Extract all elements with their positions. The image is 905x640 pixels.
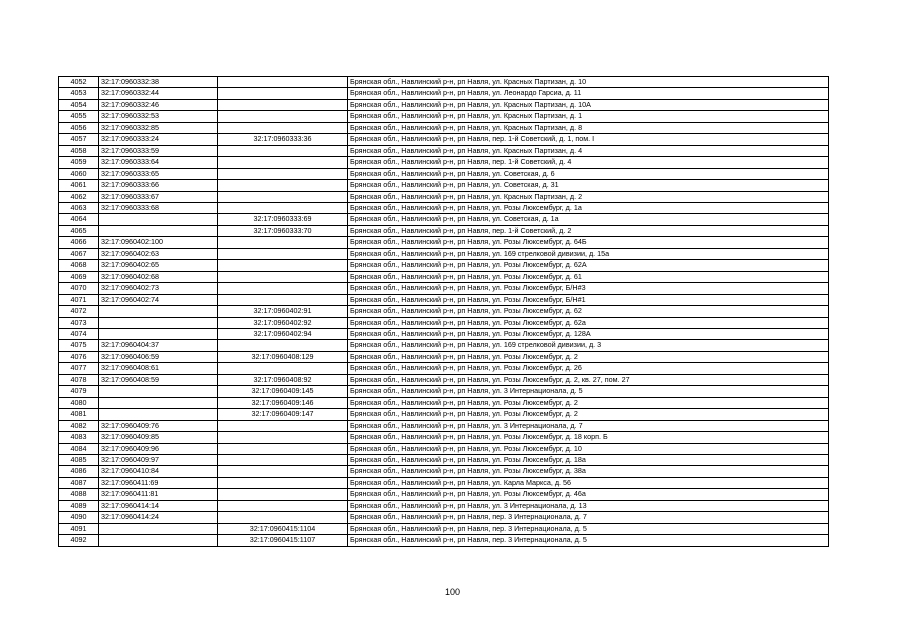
row-number-cell: 4057: [59, 134, 99, 145]
address-cell: Брянская обл., Навлинский р-н, рп Навля, пер. 1-й Советский, д. 4: [348, 157, 829, 168]
registry-table-body: [59, 77, 829, 547]
cadastral-number-cell: 32:17:0960332:53: [99, 111, 218, 122]
table-row: [59, 145, 829, 156]
row-number-cell: 4056: [59, 122, 99, 133]
cadastral-number-cell: 32:17:0960402:65: [99, 260, 218, 271]
cadastral-number-cell: 32:17:0960333:24: [99, 134, 218, 145]
cadastral-number-cell: [99, 397, 218, 408]
cadastral-number-cell: 32:17:0960414:24: [99, 512, 218, 523]
address-cell: Брянская обл., Навлинский р-н, рп Навля, ул. Розы Люксембург, д. 2: [348, 397, 829, 408]
linked-cadastral-number-cell: [218, 145, 348, 156]
cadastral-number-cell: [99, 523, 218, 534]
linked-cadastral-number-cell: [218, 477, 348, 488]
linked-cadastral-number-cell: [218, 168, 348, 179]
row-number-cell: 4064: [59, 214, 99, 225]
cadastral-number-cell: 32:17:0960332:38: [99, 77, 218, 88]
cadastral-number-cell: [99, 328, 218, 339]
table-row: [59, 443, 829, 454]
address-cell: Брянская обл., Навлинский р-н, рп Навля, ул. 169 стрелковой дивизии, д. 3: [348, 340, 829, 351]
linked-cadastral-number-cell: [218, 489, 348, 500]
address-cell: Брянская обл., Навлинский р-н, рп Навля, пер. 3 Интернационала, д. 5: [348, 523, 829, 534]
table-row: [59, 512, 829, 523]
address-cell: Брянская обл., Навлинский р-н, рп Навля, ул. Розы Люксембург, д. 18 корп. Б: [348, 432, 829, 443]
linked-cadastral-number-cell: [218, 512, 348, 523]
linked-cadastral-number-cell: 32:17:0960402:92: [218, 317, 348, 328]
table-row: [59, 77, 829, 88]
address-cell: Брянская обл., Навлинский р-н, рп Навля, ул. Розы Люксембург, д. 61: [348, 271, 829, 282]
address-cell: Брянская обл., Навлинский р-н, рп Навля, пер. 3 Интернационала, д. 7: [348, 512, 829, 523]
cadastral-number-cell: [99, 214, 218, 225]
cadastral-number-cell: 32:17:0960409:85: [99, 432, 218, 443]
cadastral-number-cell: 32:17:0960406:59: [99, 351, 218, 362]
linked-cadastral-number-cell: [218, 88, 348, 99]
row-number-cell: 4090: [59, 512, 99, 523]
linked-cadastral-number-cell: [218, 420, 348, 431]
row-number-cell: 4079: [59, 386, 99, 397]
linked-cadastral-number-cell: [218, 202, 348, 213]
row-number-cell: 4091: [59, 523, 99, 534]
linked-cadastral-number-cell: [218, 191, 348, 202]
row-number-cell: 4083: [59, 432, 99, 443]
table-row: [59, 328, 829, 339]
linked-cadastral-number-cell: 32:17:0960409:147: [218, 409, 348, 420]
cadastral-number-cell: 32:17:0960409:97: [99, 454, 218, 465]
table-row: [59, 477, 829, 488]
row-number-cell: 4084: [59, 443, 99, 454]
row-number-cell: 4067: [59, 248, 99, 259]
table-row: [59, 88, 829, 99]
address-cell: Брянская обл., Навлинский р-н, рп Навля, ул. Розы Люксембург, д. 62: [348, 306, 829, 317]
row-number-cell: 4086: [59, 466, 99, 477]
linked-cadastral-number-cell: 32:17:0960402:91: [218, 306, 348, 317]
linked-cadastral-number-cell: [218, 111, 348, 122]
address-cell: Брянская обл., Навлинский р-н, рп Навля, пер. 3 Интернационала, д. 5: [348, 535, 829, 546]
table-row: [59, 489, 829, 500]
linked-cadastral-number-cell: [218, 271, 348, 282]
cadastral-number-cell: 32:17:0960333:64: [99, 157, 218, 168]
linked-cadastral-number-cell: [218, 432, 348, 443]
linked-cadastral-number-cell: [218, 340, 348, 351]
address-cell: Брянская обл., Навлинский р-н, рп Навля, ул. Розы Люксембург, д. 64Б: [348, 237, 829, 248]
row-number-cell: 4062: [59, 191, 99, 202]
linked-cadastral-number-cell: 32:17:0960409:146: [218, 397, 348, 408]
cadastral-number-cell: 32:17:0960333:59: [99, 145, 218, 156]
row-number-cell: 4089: [59, 500, 99, 511]
row-number-cell: 4069: [59, 271, 99, 282]
address-cell: Брянская обл., Навлинский р-н, рп Навля, ул. 3 Интернационала, д. 5: [348, 386, 829, 397]
address-cell: Брянская обл., Навлинский р-н, рп Навля, ул. Красных Партизан, д. 4: [348, 145, 829, 156]
table-row: [59, 374, 829, 385]
cadastral-number-cell: 32:17:0960409:76: [99, 420, 218, 431]
linked-cadastral-number-cell: 32:17:0960408:92: [218, 374, 348, 385]
linked-cadastral-number-cell: [218, 99, 348, 110]
linked-cadastral-number-cell: [218, 248, 348, 259]
table-row: [59, 363, 829, 374]
table-row: [59, 248, 829, 259]
row-number-cell: 4076: [59, 351, 99, 362]
table-row: [59, 214, 829, 225]
address-cell: Брянская обл., Навлинский р-н, рп Навля, ул. Советская, д. 1а: [348, 214, 829, 225]
address-cell: Брянская обл., Навлинский р-н, рп Навля, пер. 1-й Советский, д. 1, пом. I: [348, 134, 829, 145]
row-number-cell: 4080: [59, 397, 99, 408]
row-number-cell: 4065: [59, 225, 99, 236]
linked-cadastral-number-cell: [218, 180, 348, 191]
table-row: [59, 180, 829, 191]
cadastral-number-cell: [99, 535, 218, 546]
address-cell: Брянская обл., Навлинский р-н, рп Навля, ул. Розы Люксембург, д. 46а: [348, 489, 829, 500]
address-cell: Брянская обл., Навлинский р-н, рп Навля, ул. Розы Люксембург, д. 18а: [348, 454, 829, 465]
address-cell: Брянская обл., Навлинский р-н, рп Навля, ул. 3 Интернационала, д. 13: [348, 500, 829, 511]
table-row: [59, 168, 829, 179]
table-row: [59, 99, 829, 110]
cadastral-number-cell: 32:17:0960402:74: [99, 294, 218, 305]
address-cell: Брянская обл., Навлинский р-н, рп Навля, ул. Красных Партизан, д. 2: [348, 191, 829, 202]
cadastral-number-cell: 32:17:0960333:65: [99, 168, 218, 179]
cadastral-number-cell: 32:17:0960402:63: [99, 248, 218, 259]
row-number-cell: 4061: [59, 180, 99, 191]
linked-cadastral-number-cell: 32:17:0960333:36: [218, 134, 348, 145]
table-row: [59, 420, 829, 431]
cadastral-number-cell: 32:17:0960402:100: [99, 237, 218, 248]
linked-cadastral-number-cell: 32:17:0960402:94: [218, 328, 348, 339]
cadastral-number-cell: 32:17:0960414:14: [99, 500, 218, 511]
cadastral-number-cell: [99, 225, 218, 236]
address-cell: Брянская обл., Навлинский р-н, рп Навля, ул. Розы Люксембург, д. 1а: [348, 202, 829, 213]
table-row: [59, 283, 829, 294]
cadastral-number-cell: 32:17:0960410:84: [99, 466, 218, 477]
cadastral-number-cell: 32:17:0960332:44: [99, 88, 218, 99]
cadastral-number-cell: 32:17:0960409:96: [99, 443, 218, 454]
table-row: [59, 535, 829, 546]
row-number-cell: 4068: [59, 260, 99, 271]
cadastral-number-cell: 32:17:0960404:37: [99, 340, 218, 351]
address-cell: Брянская обл., Навлинский р-н, рп Навля, ул. Розы Люксембург, д. 38а: [348, 466, 829, 477]
linked-cadastral-number-cell: [218, 363, 348, 374]
row-number-cell: 4052: [59, 77, 99, 88]
row-number-cell: 4066: [59, 237, 99, 248]
row-number-cell: 4059: [59, 157, 99, 168]
row-number-cell: 4058: [59, 145, 99, 156]
cadastral-number-cell: 32:17:0960408:59: [99, 374, 218, 385]
table-row: [59, 432, 829, 443]
table-row: [59, 317, 829, 328]
linked-cadastral-number-cell: [218, 443, 348, 454]
row-number-cell: 4077: [59, 363, 99, 374]
linked-cadastral-number-cell: [218, 157, 348, 168]
row-number-cell: 4088: [59, 489, 99, 500]
address-cell: Брянская обл., Навлинский р-н, рп Навля, ул. 169 стрелковой дивизии, д. 15а: [348, 248, 829, 259]
table-row: [59, 191, 829, 202]
address-cell: Брянская обл., Навлинский р-н, рп Навля, ул. Розы Люксембург, д. 62А: [348, 260, 829, 271]
table-row: [59, 157, 829, 168]
table-row: [59, 523, 829, 534]
table-row: [59, 260, 829, 271]
table-row: [59, 225, 829, 236]
address-cell: Брянская обл., Навлинский р-н, рп Навля, ул. 3 Интернационала, д. 7: [348, 420, 829, 431]
table-row: [59, 237, 829, 248]
cadastral-number-cell: 32:17:0960411:81: [99, 489, 218, 500]
table-row: [59, 134, 829, 145]
address-cell: Брянская обл., Навлинский р-н, рп Навля, ул. Розы Люксембург, д. 62а: [348, 317, 829, 328]
cadastral-number-cell: 32:17:0960332:85: [99, 122, 218, 133]
row-number-cell: 4085: [59, 454, 99, 465]
linked-cadastral-number-cell: [218, 454, 348, 465]
linked-cadastral-number-cell: 32:17:0960333:69: [218, 214, 348, 225]
table-row: [59, 386, 829, 397]
table-row: [59, 340, 829, 351]
cadastral-number-cell: 32:17:0960408:61: [99, 363, 218, 374]
row-number-cell: 4087: [59, 477, 99, 488]
table-row: [59, 122, 829, 133]
row-number-cell: 4081: [59, 409, 99, 420]
table-row: [59, 409, 829, 420]
row-number-cell: 4053: [59, 88, 99, 99]
address-cell: Брянская обл., Навлинский р-н, рп Навля, ул. Розы Люксембург, д. 2: [348, 351, 829, 362]
cadastral-number-cell: 32:17:0960332:46: [99, 99, 218, 110]
linked-cadastral-number-cell: [218, 260, 348, 271]
row-number-cell: 4074: [59, 328, 99, 339]
address-cell: Брянская обл., Навлинский р-н, рп Навля, ул. Розы Люксембург, д. 2: [348, 409, 829, 420]
address-cell: Брянская обл., Навлинский р-н, рп Навля, ул. Красных Партизан, д. 8: [348, 122, 829, 133]
cadastral-number-cell: [99, 306, 218, 317]
address-cell: Брянская обл., Навлинский р-н, рп Навля, ул. Красных Партизан, д. 10А: [348, 99, 829, 110]
linked-cadastral-number-cell: [218, 466, 348, 477]
address-cell: Брянская обл., Навлинский р-н, рп Навля, ул. Розы Люксембург, Б/Н#1: [348, 294, 829, 305]
row-number-cell: 4082: [59, 420, 99, 431]
table-row: [59, 466, 829, 477]
cadastral-number-cell: [99, 317, 218, 328]
address-cell: Брянская обл., Навлинский р-н, рп Навля, ул. Красных Партизан, д. 10: [348, 77, 829, 88]
linked-cadastral-number-cell: [218, 237, 348, 248]
table-row: [59, 271, 829, 282]
row-number-cell: 4054: [59, 99, 99, 110]
cadastral-number-cell: 32:17:0960411:69: [99, 477, 218, 488]
row-number-cell: 4063: [59, 202, 99, 213]
linked-cadastral-number-cell: 32:17:0960409:145: [218, 386, 348, 397]
table-row: [59, 397, 829, 408]
table-row: [59, 306, 829, 317]
address-cell: Брянская обл., Навлинский р-н, рп Навля, ул. Розы Люксембург, д. 10: [348, 443, 829, 454]
linked-cadastral-number-cell: [218, 77, 348, 88]
row-number-cell: 4078: [59, 374, 99, 385]
row-number-cell: 4092: [59, 535, 99, 546]
address-cell: Брянская обл., Навлинский р-н, рп Навля, ул. Красных Партизан, д. 1: [348, 111, 829, 122]
cadastral-number-cell: [99, 409, 218, 420]
cadastral-number-cell: 32:17:0960402:68: [99, 271, 218, 282]
page-number: 100: [444, 587, 461, 597]
row-number-cell: 4072: [59, 306, 99, 317]
registry-table: [58, 76, 829, 547]
address-cell: Брянская обл., Навлинский р-н, рп Навля, ул. Карла Маркса, д. 56: [348, 477, 829, 488]
cadastral-number-cell: 32:17:0960333:67: [99, 191, 218, 202]
linked-cadastral-number-cell: [218, 122, 348, 133]
table-row: [59, 454, 829, 465]
linked-cadastral-number-cell: [218, 294, 348, 305]
linked-cadastral-number-cell: 32:17:0960408:129: [218, 351, 348, 362]
table-row: [59, 111, 829, 122]
linked-cadastral-number-cell: [218, 500, 348, 511]
row-number-cell: 4071: [59, 294, 99, 305]
address-cell: Брянская обл., Навлинский р-н, рп Навля, ул. Леонардо Гарсиа, д. 11: [348, 88, 829, 99]
linked-cadastral-number-cell: [218, 283, 348, 294]
linked-cadastral-number-cell: 32:17:0960415:1107: [218, 535, 348, 546]
address-cell: Брянская обл., Навлинский р-н, рп Навля, пер. 1-й Советский, д. 2: [348, 225, 829, 236]
row-number-cell: 4075: [59, 340, 99, 351]
cadastral-number-cell: 32:17:0960333:66: [99, 180, 218, 191]
address-cell: Брянская обл., Навлинский р-н, рп Навля, ул. Розы Люксембург, д. 128А: [348, 328, 829, 339]
address-cell: Брянская обл., Навлинский р-н, рп Навля, ул. Розы Люксембург, д. 26: [348, 363, 829, 374]
address-cell: Брянская обл., Навлинский р-н, рп Навля, ул. Советская, д. 6: [348, 168, 829, 179]
linked-cadastral-number-cell: 32:17:0960333:70: [218, 225, 348, 236]
address-cell: Брянская обл., Навлинский р-н, рп Навля, ул. Розы Люксембург, Б/Н#3: [348, 283, 829, 294]
table-row: [59, 202, 829, 213]
row-number-cell: 4073: [59, 317, 99, 328]
row-number-cell: 4070: [59, 283, 99, 294]
row-number-cell: 4055: [59, 111, 99, 122]
row-number-cell: 4060: [59, 168, 99, 179]
linked-cadastral-number-cell: 32:17:0960415:1104: [218, 523, 348, 534]
cadastral-number-cell: 32:17:0960333:68: [99, 202, 218, 213]
address-cell: Брянская обл., Навлинский р-н, рп Навля, ул. Советская, д. 31: [348, 180, 829, 191]
cadastral-number-cell: 32:17:0960402:73: [99, 283, 218, 294]
cadastral-number-cell: [99, 386, 218, 397]
address-cell: Брянская обл., Навлинский р-н, рп Навля, ул. Розы Люксембург, д. 2, кв. 27, пом. 27: [348, 374, 829, 385]
table-row: [59, 500, 829, 511]
table-row: [59, 351, 829, 362]
table-row: [59, 294, 829, 305]
